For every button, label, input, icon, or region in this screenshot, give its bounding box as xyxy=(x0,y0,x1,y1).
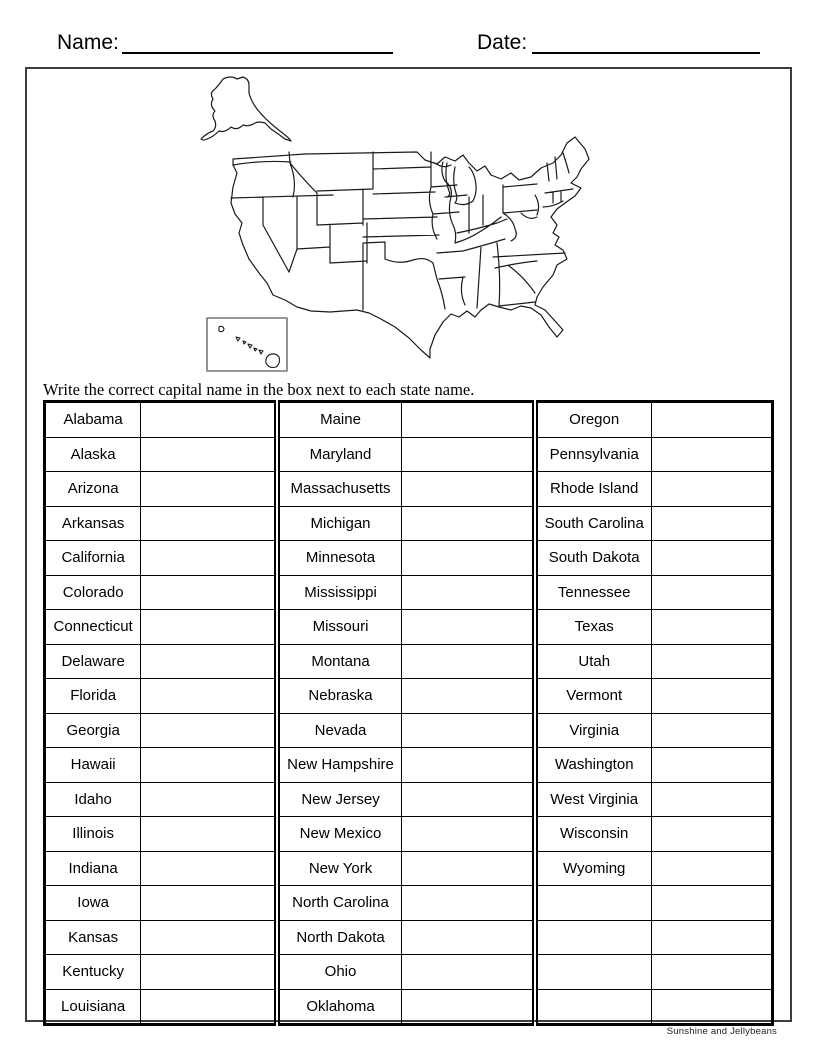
capital-answer-box[interactable] xyxy=(141,713,277,748)
state-name-cell: Massachusetts xyxy=(277,472,401,507)
table-row xyxy=(45,472,773,507)
states-capitals-table xyxy=(43,400,774,1026)
table-row xyxy=(45,506,773,541)
state-name-cell: Hawaii xyxy=(45,748,141,783)
capital-answer-box[interactable] xyxy=(651,851,772,886)
capital-answer-box[interactable] xyxy=(141,955,277,990)
state-name-cell: New Jersey xyxy=(277,782,401,817)
state-name-cell: Oregon xyxy=(535,402,651,438)
state-name-cell xyxy=(535,955,651,990)
table-row xyxy=(45,679,773,714)
state-name-cell: Wisconsin xyxy=(535,817,651,852)
capital-answer-box[interactable] xyxy=(141,817,277,852)
alaska-outline xyxy=(201,77,291,141)
state-name-cell: Mississippi xyxy=(277,575,401,610)
capital-answer-box[interactable] xyxy=(401,644,534,679)
capital-answer-box[interactable] xyxy=(141,679,277,714)
state-name-cell xyxy=(535,886,651,921)
state-name-cell: Kentucky xyxy=(45,955,141,990)
worksheet-frame xyxy=(25,67,792,1022)
capital-answer-box[interactable] xyxy=(651,886,772,921)
instruction-text: Write the correct capital name in the box next to each state name. xyxy=(43,380,475,399)
capital-answer-box[interactable] xyxy=(401,437,534,472)
state-name-cell: Alaska xyxy=(45,437,141,472)
capital-answer-box[interactable] xyxy=(651,920,772,955)
capital-answer-box[interactable] xyxy=(401,679,534,714)
state-name-cell: Arizona xyxy=(45,472,141,507)
state-name-cell: Maryland xyxy=(277,437,401,472)
state-name-cell: Indiana xyxy=(45,851,141,886)
capital-answer-box[interactable] xyxy=(651,402,772,438)
capital-answer-box[interactable] xyxy=(401,817,534,852)
table-row xyxy=(45,541,773,576)
contiguous-us-outline xyxy=(231,137,589,358)
date-write-line[interactable] xyxy=(532,52,760,54)
table-row xyxy=(45,748,773,783)
capital-answer-box[interactable] xyxy=(401,989,534,1025)
states-table-body xyxy=(45,402,773,1025)
table-row xyxy=(45,782,773,817)
table-row xyxy=(45,713,773,748)
state-name-cell: Texas xyxy=(535,610,651,645)
capital-answer-box[interactable] xyxy=(651,506,772,541)
state-name-cell: Minnesota xyxy=(277,541,401,576)
table-row xyxy=(45,610,773,645)
capital-answer-box[interactable] xyxy=(141,748,277,783)
state-name-cell: South Dakota xyxy=(535,541,651,576)
capital-answer-box[interactable] xyxy=(141,610,277,645)
name-write-line[interactable] xyxy=(122,52,393,54)
table-row xyxy=(45,644,773,679)
capital-answer-box[interactable] xyxy=(401,886,534,921)
table-row xyxy=(45,886,773,921)
capital-answer-box[interactable] xyxy=(651,610,772,645)
state-name-cell: Kansas xyxy=(45,920,141,955)
state-name-cell: Connecticut xyxy=(45,610,141,645)
capital-answer-box[interactable] xyxy=(651,782,772,817)
capital-answer-box[interactable] xyxy=(141,437,277,472)
state-name-cell: Alabama xyxy=(45,402,141,438)
capital-answer-box[interactable] xyxy=(401,955,534,990)
capital-answer-box[interactable] xyxy=(401,782,534,817)
state-name-cell: South Carolina xyxy=(535,506,651,541)
state-name-cell: Illinois xyxy=(45,817,141,852)
capital-answer-box[interactable] xyxy=(401,541,534,576)
state-name-cell: Montana xyxy=(277,644,401,679)
capital-answer-box[interactable] xyxy=(141,472,277,507)
capital-answer-box[interactable] xyxy=(401,920,534,955)
capital-answer-box[interactable] xyxy=(651,989,772,1025)
state-name-cell: Rhode Island xyxy=(535,472,651,507)
table-row xyxy=(45,437,773,472)
state-name-cell: Missouri xyxy=(277,610,401,645)
capital-answer-box[interactable] xyxy=(651,955,772,990)
state-name-cell: Ohio xyxy=(277,955,401,990)
state-name-cell: Pennsylvania xyxy=(535,437,651,472)
state-name-cell: New York xyxy=(277,851,401,886)
capital-answer-box[interactable] xyxy=(401,402,534,438)
credit-text: Sunshine and Jellybeans xyxy=(666,1026,777,1037)
capital-answer-box[interactable] xyxy=(401,610,534,645)
state-name-cell: Michigan xyxy=(277,506,401,541)
capital-answer-box[interactable] xyxy=(141,851,277,886)
table-row xyxy=(45,851,773,886)
capital-answer-box[interactable] xyxy=(141,989,277,1025)
state-name-cell: Arkansas xyxy=(45,506,141,541)
state-name-cell: Oklahoma xyxy=(277,989,401,1025)
state-name-cell: Nevada xyxy=(277,713,401,748)
capital-answer-box[interactable] xyxy=(141,886,277,921)
table-row xyxy=(45,989,773,1025)
capital-answer-box[interactable] xyxy=(651,472,772,507)
capital-answer-box[interactable] xyxy=(651,575,772,610)
capital-answer-box[interactable] xyxy=(651,817,772,852)
state-name-cell: Washington xyxy=(535,748,651,783)
state-name-cell: North Dakota xyxy=(277,920,401,955)
hawaii-inset xyxy=(207,318,287,371)
state-name-cell: Nebraska xyxy=(277,679,401,714)
capital-answer-box[interactable] xyxy=(141,920,277,955)
state-name-cell: Tennessee xyxy=(535,575,651,610)
capital-answer-box[interactable] xyxy=(651,541,772,576)
state-name-cell: New Hampshire xyxy=(277,748,401,783)
state-name-cell: Iowa xyxy=(45,886,141,921)
capital-answer-box[interactable] xyxy=(141,541,277,576)
capital-answer-box[interactable] xyxy=(141,506,277,541)
state-name-cell: Colorado xyxy=(45,575,141,610)
state-name-cell: Delaware xyxy=(45,644,141,679)
state-name-cell: California xyxy=(45,541,141,576)
capital-answer-box[interactable] xyxy=(141,402,277,438)
capital-answer-box[interactable] xyxy=(401,713,534,748)
table-row xyxy=(45,817,773,852)
state-name-cell: Vermont xyxy=(535,679,651,714)
state-name-cell: Florida xyxy=(45,679,141,714)
state-name-cell: Wyoming xyxy=(535,851,651,886)
capital-answer-box[interactable] xyxy=(651,679,772,714)
table-row xyxy=(45,575,773,610)
capital-answer-box[interactable] xyxy=(401,575,534,610)
state-name-cell: West Virginia xyxy=(535,782,651,817)
capital-answer-box[interactable] xyxy=(651,644,772,679)
state-name-cell: Idaho xyxy=(45,782,141,817)
state-name-cell: Georgia xyxy=(45,713,141,748)
capital-answer-box[interactable] xyxy=(141,644,277,679)
state-name-cell: Virginia xyxy=(535,713,651,748)
capital-answer-box[interactable] xyxy=(141,782,277,817)
capital-answer-box[interactable] xyxy=(401,506,534,541)
capital-answer-box[interactable] xyxy=(651,713,772,748)
capital-answer-box[interactable] xyxy=(141,575,277,610)
state-name-cell xyxy=(535,989,651,1025)
state-name-cell: Maine xyxy=(277,402,401,438)
state-name-cell: Louisiana xyxy=(45,989,141,1025)
table-row xyxy=(45,402,773,438)
us-outline-map xyxy=(185,67,605,402)
state-name-cell: North Carolina xyxy=(277,886,401,921)
state-name-cell: Utah xyxy=(535,644,651,679)
capital-answer-box[interactable] xyxy=(401,748,534,783)
capital-answer-box[interactable] xyxy=(651,437,772,472)
table-row xyxy=(45,920,773,955)
date-label: Date: xyxy=(477,31,528,54)
state-name-cell xyxy=(535,920,651,955)
state-name-cell: New Mexico xyxy=(277,817,401,852)
capital-answer-box[interactable] xyxy=(401,472,534,507)
name-label: Name: xyxy=(57,31,119,54)
capital-answer-box[interactable] xyxy=(651,748,772,783)
table-row xyxy=(45,955,773,990)
capital-answer-box[interactable] xyxy=(401,851,534,886)
